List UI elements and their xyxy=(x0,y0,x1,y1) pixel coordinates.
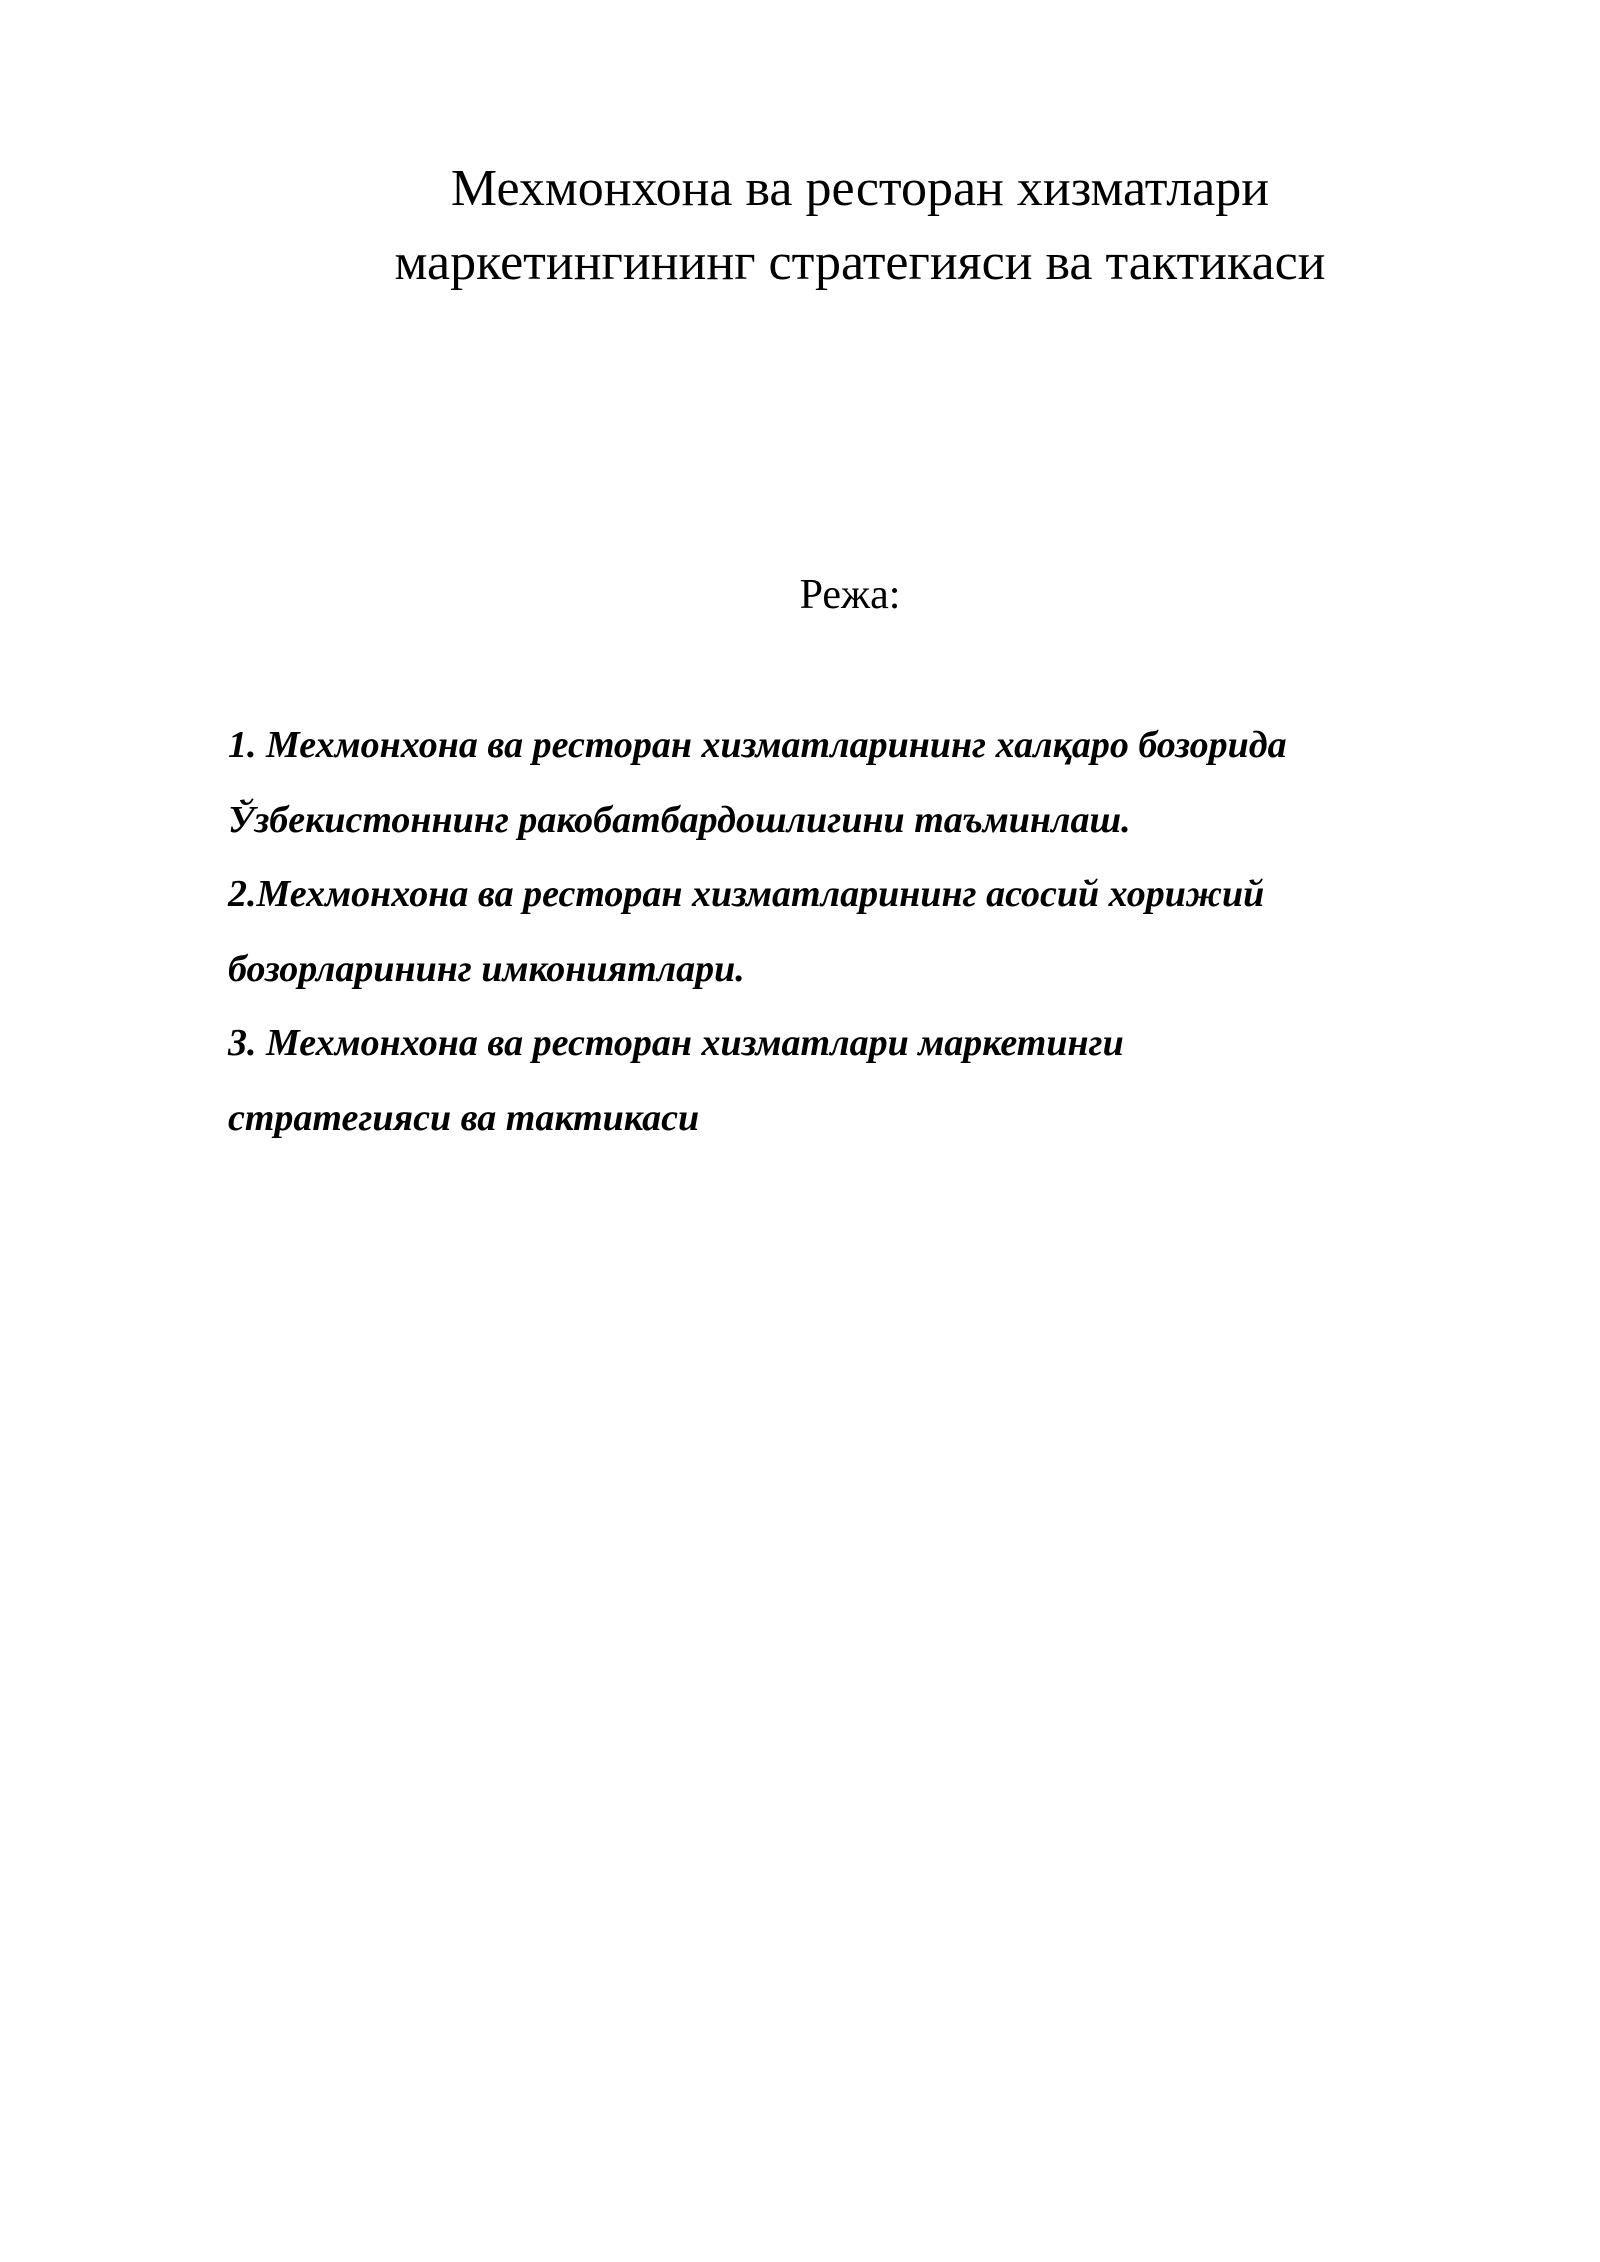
plan-item-3 xyxy=(228,1006,1528,1155)
plan-list xyxy=(228,708,1528,1155)
plan-item-3-line-2: стратегияси ва тактикаси xyxy=(228,1096,700,1139)
plan-item-1-line-1: 1. Мехмонхона ва ресторан хизматларининг халқаро бозорида xyxy=(228,724,1287,766)
document-title-line-2: маркетингининг стратегияси ва тактикаси xyxy=(394,234,1326,291)
plan-item-2-line-1: 2.Мехмонхона ва ресторан хизматларининг асосий хорижий xyxy=(228,873,1265,915)
document-title-line-1: Мехмонхона ва ресторан хизматлари xyxy=(450,160,1270,217)
plan-item-2 xyxy=(228,857,1528,1006)
plan-item-2-line-2: бозорларининг имкониятлари. xyxy=(228,947,745,990)
plan-heading: Режа: xyxy=(799,572,901,618)
plan-item-3-line-1: 3. Мехмонхона ва ресторан хизматлари маркетинги xyxy=(228,1022,1124,1064)
document-title xyxy=(300,152,1420,300)
plan-item-1-line-2: Ўзбекистоннинг ракобатбардошлигини таъминлаш. xyxy=(228,798,1131,841)
plan-item-1 xyxy=(228,708,1528,857)
